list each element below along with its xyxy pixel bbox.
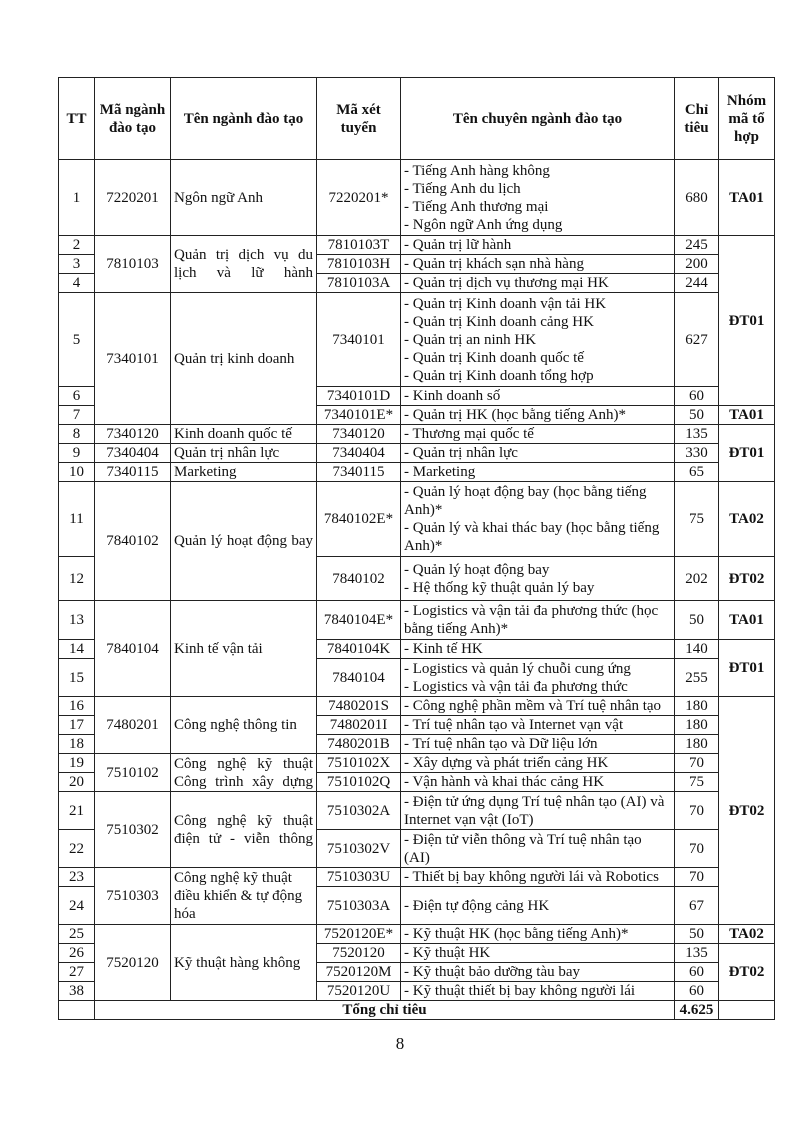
cell-chuyen-nganh: - Marketing bbox=[401, 463, 675, 482]
table-row bbox=[59, 754, 775, 773]
cell-ma-nganh: 7340101 bbox=[95, 293, 171, 425]
cell-ten-nganh: Marketing bbox=[171, 463, 317, 482]
cell-tt: 4 bbox=[59, 274, 95, 293]
cell-chuyen-nganh: - Điện tử ứng dụng Trí tuệ nhân tạo (AI) và Internet vạn vật (IoT) bbox=[401, 792, 675, 830]
table-row bbox=[59, 697, 775, 716]
cell-nhom: TA02 bbox=[719, 482, 775, 557]
cell-ma-nganh: 7810103 bbox=[95, 236, 171, 293]
cell-tt: 27 bbox=[59, 963, 95, 982]
cell-ten-nganh: Quản lý hoạt động bay bbox=[171, 482, 317, 601]
cell-ma-nganh: 7520120 bbox=[95, 925, 171, 1001]
cell-ten-nganh: Công nghệ kỹ thuật điều khiển & tự động hóa bbox=[171, 868, 317, 925]
cell-tt: 14 bbox=[59, 640, 95, 659]
cell-chuyen-nganh: - Tiếng Anh hàng không - Tiếng Anh du lịch - Tiếng Anh thương mại - Ngôn ngữ Anh ứng dụng bbox=[401, 160, 675, 236]
cell-chuyen-nganh: - Quản trị dịch vụ thương mại HK bbox=[401, 274, 675, 293]
cell-tt: 38 bbox=[59, 982, 95, 1001]
cell-chuyen-nganh: - Điện tự động cảng HK bbox=[401, 887, 675, 925]
cell-ma-nganh: 7840104 bbox=[95, 601, 171, 697]
cell-ten-nganh: Kỹ thuật hàng không bbox=[171, 925, 317, 1001]
cell-chuyen-nganh: - Kỹ thuật thiết bị bay không người lái bbox=[401, 982, 675, 1001]
total-label: Tổng chỉ tiêu bbox=[95, 1001, 675, 1020]
cell-tt: 13 bbox=[59, 601, 95, 640]
header-ma-xet-tuyen: Mã xét tuyển bbox=[317, 78, 401, 160]
cell-chi-tieu: 75 bbox=[675, 482, 719, 557]
cell-chi-tieu: 180 bbox=[675, 735, 719, 754]
cell-ten-nganh: Kinh doanh quốc tế bbox=[171, 425, 317, 444]
cell-chi-tieu: 70 bbox=[675, 830, 719, 868]
cell-chuyen-nganh: - Quản trị Kinh doanh vận tải HK - Quản trị Kinh doanh cảng HK - Quản trị an ninh HK - Quản trị Kinh doanh quốc tế - Quản trị Kinh doanh tổng hợp bbox=[401, 293, 675, 387]
cell-ten-nganh: Quản trị nhân lực bbox=[171, 444, 317, 463]
cell-ma-xt: 7840102E* bbox=[317, 482, 401, 557]
cell-ma-nganh: 7340404 bbox=[95, 444, 171, 463]
cell-tt: 6 bbox=[59, 387, 95, 406]
cell-tt: 11 bbox=[59, 482, 95, 557]
cell-ma-xt: 7840104 bbox=[317, 659, 401, 697]
cell-ma-xt: 7510303A bbox=[317, 887, 401, 925]
cell-chi-tieu: 70 bbox=[675, 868, 719, 887]
cell-chi-tieu: 70 bbox=[675, 792, 719, 830]
table-row bbox=[59, 444, 775, 463]
cell-tt: 9 bbox=[59, 444, 95, 463]
table-row bbox=[59, 792, 775, 830]
cell-empty bbox=[719, 1001, 775, 1020]
cell-tt: 12 bbox=[59, 557, 95, 601]
header-ten-nganh: Tên ngành đào tạo bbox=[171, 78, 317, 160]
table-row bbox=[59, 160, 775, 236]
cell-ten-nganh: Ngôn ngữ Anh bbox=[171, 160, 317, 236]
table-body bbox=[59, 160, 775, 1020]
cell-chi-tieu: 60 bbox=[675, 963, 719, 982]
cell-ma-xt: 7340115 bbox=[317, 463, 401, 482]
total-value: 4.625 bbox=[675, 1001, 719, 1020]
cell-chuyen-nganh: - Điện tử viễn thông và Trí tuệ nhân tạo (AI) bbox=[401, 830, 675, 868]
cell-tt: 22 bbox=[59, 830, 95, 868]
cell-chi-tieu: 245 bbox=[675, 236, 719, 255]
cell-chi-tieu: 75 bbox=[675, 773, 719, 792]
cell-tt: 24 bbox=[59, 887, 95, 925]
cell-ma-xt: 7340120 bbox=[317, 425, 401, 444]
cell-tt: 3 bbox=[59, 255, 95, 274]
cell-ma-nganh: 7340120 bbox=[95, 425, 171, 444]
cell-chuyen-nganh: - Thương mại quốc tế bbox=[401, 425, 675, 444]
cell-chuyen-nganh: - Quản trị khách sạn nhà hàng bbox=[401, 255, 675, 274]
table-row bbox=[59, 293, 775, 387]
cell-tt: 8 bbox=[59, 425, 95, 444]
cell-ma-xt: 7340404 bbox=[317, 444, 401, 463]
cell-tt: 21 bbox=[59, 792, 95, 830]
cell-chuyen-nganh: - Kinh doanh số bbox=[401, 387, 675, 406]
admission-table bbox=[58, 77, 775, 1020]
total-row bbox=[59, 1001, 775, 1020]
cell-ma-xt: 7220201* bbox=[317, 160, 401, 236]
cell-ma-xt: 7340101D bbox=[317, 387, 401, 406]
cell-tt: 5 bbox=[59, 293, 95, 387]
cell-ma-nganh: 7340115 bbox=[95, 463, 171, 482]
cell-tt: 1 bbox=[59, 160, 95, 236]
cell-nhom: ĐT01 bbox=[719, 236, 775, 406]
cell-tt: 2 bbox=[59, 236, 95, 255]
cell-ma-xt: 7520120E* bbox=[317, 925, 401, 944]
cell-ma-nganh: 7480201 bbox=[95, 697, 171, 754]
cell-ma-xt: 7810103A bbox=[317, 274, 401, 293]
table-row bbox=[59, 482, 775, 557]
cell-nhom: TA01 bbox=[719, 406, 775, 425]
cell-chi-tieu: 60 bbox=[675, 387, 719, 406]
cell-chuyen-nganh: - Vận hành và khai thác cảng HK bbox=[401, 773, 675, 792]
cell-chi-tieu: 67 bbox=[675, 887, 719, 925]
cell-chi-tieu: 255 bbox=[675, 659, 719, 697]
cell-ma-xt: 7840104K bbox=[317, 640, 401, 659]
cell-ma-nganh: 7840102 bbox=[95, 482, 171, 601]
cell-chuyen-nganh: - Kỹ thuật HK (học bằng tiếng Anh)* bbox=[401, 925, 675, 944]
cell-tt: 19 bbox=[59, 754, 95, 773]
cell-chuyen-nganh: - Kinh tế HK bbox=[401, 640, 675, 659]
cell-chi-tieu: 180 bbox=[675, 697, 719, 716]
header-ten-chuyen-nganh: Tên chuyên ngành đào tạo bbox=[401, 78, 675, 160]
cell-ma-nganh: 7510303 bbox=[95, 868, 171, 925]
page-number: 8 bbox=[395, 1034, 405, 1053]
cell-chi-tieu: 65 bbox=[675, 463, 719, 482]
cell-chi-tieu: 135 bbox=[675, 425, 719, 444]
cell-chuyen-nganh: - Công nghệ phần mềm và Trí tuệ nhân tạo bbox=[401, 697, 675, 716]
cell-chuyen-nganh: - Quản lý hoạt động bay (học bằng tiếng Anh)* - Quản lý và khai thác bay (học bằng tiếng Anh)* bbox=[401, 482, 675, 557]
cell-ten-nganh: Quản trị dịch vụ du lịch và lữ hành bbox=[171, 236, 317, 293]
cell-chuyen-nganh: - Xây dựng và phát triển cảng HK bbox=[401, 754, 675, 773]
cell-chi-tieu: 627 bbox=[675, 293, 719, 387]
table-row bbox=[59, 601, 775, 640]
header-row bbox=[59, 78, 775, 160]
cell-ten-nganh: Kinh tế vận tải bbox=[171, 601, 317, 697]
cell-chi-tieu: 50 bbox=[675, 925, 719, 944]
cell-chuyen-nganh: - Kỹ thuật HK bbox=[401, 944, 675, 963]
cell-ma-xt: 7510102Q bbox=[317, 773, 401, 792]
cell-ma-xt: 7520120U bbox=[317, 982, 401, 1001]
header-ma-nganh: Mã ngành đào tạo bbox=[95, 78, 171, 160]
cell-ma-nganh: 7510302 bbox=[95, 792, 171, 868]
cell-tt: 7 bbox=[59, 406, 95, 425]
cell-ma-xt: 7510303U bbox=[317, 868, 401, 887]
cell-tt: 23 bbox=[59, 868, 95, 887]
cell-chuyen-nganh: - Logistics và vận tải đa phương thức (học bằng tiếng Anh)* bbox=[401, 601, 675, 640]
cell-chi-tieu: 680 bbox=[675, 160, 719, 236]
cell-empty bbox=[59, 1001, 95, 1020]
cell-ma-xt: 7520120M bbox=[317, 963, 401, 982]
table-row bbox=[59, 868, 775, 887]
table-row bbox=[59, 463, 775, 482]
cell-ma-xt: 7510302A bbox=[317, 792, 401, 830]
cell-tt: 25 bbox=[59, 925, 95, 944]
cell-chuyen-nganh: - Quản trị lữ hành bbox=[401, 236, 675, 255]
cell-tt: 18 bbox=[59, 735, 95, 754]
cell-tt: 15 bbox=[59, 659, 95, 697]
cell-ma-nganh: 7510102 bbox=[95, 754, 171, 792]
cell-ma-xt: 7520120 bbox=[317, 944, 401, 963]
cell-nhom: TA02 bbox=[719, 925, 775, 944]
cell-chi-tieu: 50 bbox=[675, 601, 719, 640]
table-row bbox=[59, 925, 775, 944]
cell-chi-tieu: 200 bbox=[675, 255, 719, 274]
cell-chi-tieu: 202 bbox=[675, 557, 719, 601]
cell-chi-tieu: 70 bbox=[675, 754, 719, 773]
header-chi-tieu: Chỉ tiêu bbox=[675, 78, 719, 160]
cell-chuyen-nganh: - Quản trị nhân lực bbox=[401, 444, 675, 463]
cell-ma-xt: 7510102X bbox=[317, 754, 401, 773]
cell-nhom: ĐT02 bbox=[719, 557, 775, 601]
cell-ma-nganh: 7220201 bbox=[95, 160, 171, 236]
cell-chuyen-nganh: - Kỹ thuật bảo dưỡng tàu bay bbox=[401, 963, 675, 982]
cell-ten-nganh: Quản trị kinh doanh bbox=[171, 293, 317, 425]
cell-ma-xt: 7840104E* bbox=[317, 601, 401, 640]
cell-ma-xt: 7480201S bbox=[317, 697, 401, 716]
cell-nhom: TA01 bbox=[719, 601, 775, 640]
cell-nhom: ĐT02 bbox=[719, 944, 775, 1001]
header-nhom: Nhóm mã tổ hợp bbox=[719, 78, 775, 160]
cell-ma-xt: 7840102 bbox=[317, 557, 401, 601]
cell-chuyen-nganh: - Logistics và quản lý chuỗi cung ứng - Logistics và vận tải đa phương thức bbox=[401, 659, 675, 697]
cell-ten-nganh: Công nghệ thông tin bbox=[171, 697, 317, 754]
cell-chi-tieu: 135 bbox=[675, 944, 719, 963]
cell-chi-tieu: 50 bbox=[675, 406, 719, 425]
cell-tt: 26 bbox=[59, 944, 95, 963]
cell-ten-nganh: Công nghệ kỹ thuật điện tử - viễn thông bbox=[171, 792, 317, 868]
cell-chi-tieu: 244 bbox=[675, 274, 719, 293]
cell-nhom: ĐT02 bbox=[719, 697, 775, 925]
cell-ma-xt: 7340101 bbox=[317, 293, 401, 387]
cell-ma-xt: 7810103T bbox=[317, 236, 401, 255]
cell-ten-nganh: Công nghệ kỹ thuật Công trình xây dựng bbox=[171, 754, 317, 792]
cell-ma-xt: 7480201B bbox=[317, 735, 401, 754]
header-tt: TT bbox=[59, 78, 95, 160]
cell-tt: 17 bbox=[59, 716, 95, 735]
cell-chi-tieu: 330 bbox=[675, 444, 719, 463]
cell-ma-xt: 7810103H bbox=[317, 255, 401, 274]
cell-chuyen-nganh: - Trí tuệ nhân tạo và Internet vạn vật bbox=[401, 716, 675, 735]
cell-ma-xt: 7340101E* bbox=[317, 406, 401, 425]
cell-nhom: ĐT01 bbox=[719, 425, 775, 482]
cell-chuyen-nganh: - Quản lý hoạt động bay - Hệ thống kỹ thuật quản lý bay bbox=[401, 557, 675, 601]
cell-nhom: ĐT01 bbox=[719, 640, 775, 697]
cell-chi-tieu: 140 bbox=[675, 640, 719, 659]
cell-tt: 20 bbox=[59, 773, 95, 792]
table-row bbox=[59, 425, 775, 444]
cell-ma-xt: 7480201I bbox=[317, 716, 401, 735]
cell-chi-tieu: 180 bbox=[675, 716, 719, 735]
cell-tt: 16 bbox=[59, 697, 95, 716]
cell-chuyen-nganh: - Quản trị HK (học bằng tiếng Anh)* bbox=[401, 406, 675, 425]
cell-chi-tieu: 60 bbox=[675, 982, 719, 1001]
table-row bbox=[59, 236, 775, 255]
cell-tt: 10 bbox=[59, 463, 95, 482]
cell-chuyen-nganh: - Thiết bị bay không người lái và Robotics bbox=[401, 868, 675, 887]
cell-chuyen-nganh: - Trí tuệ nhân tạo và Dữ liệu lớn bbox=[401, 735, 675, 754]
cell-nhom: TA01 bbox=[719, 160, 775, 236]
cell-ma-xt: 7510302V bbox=[317, 830, 401, 868]
